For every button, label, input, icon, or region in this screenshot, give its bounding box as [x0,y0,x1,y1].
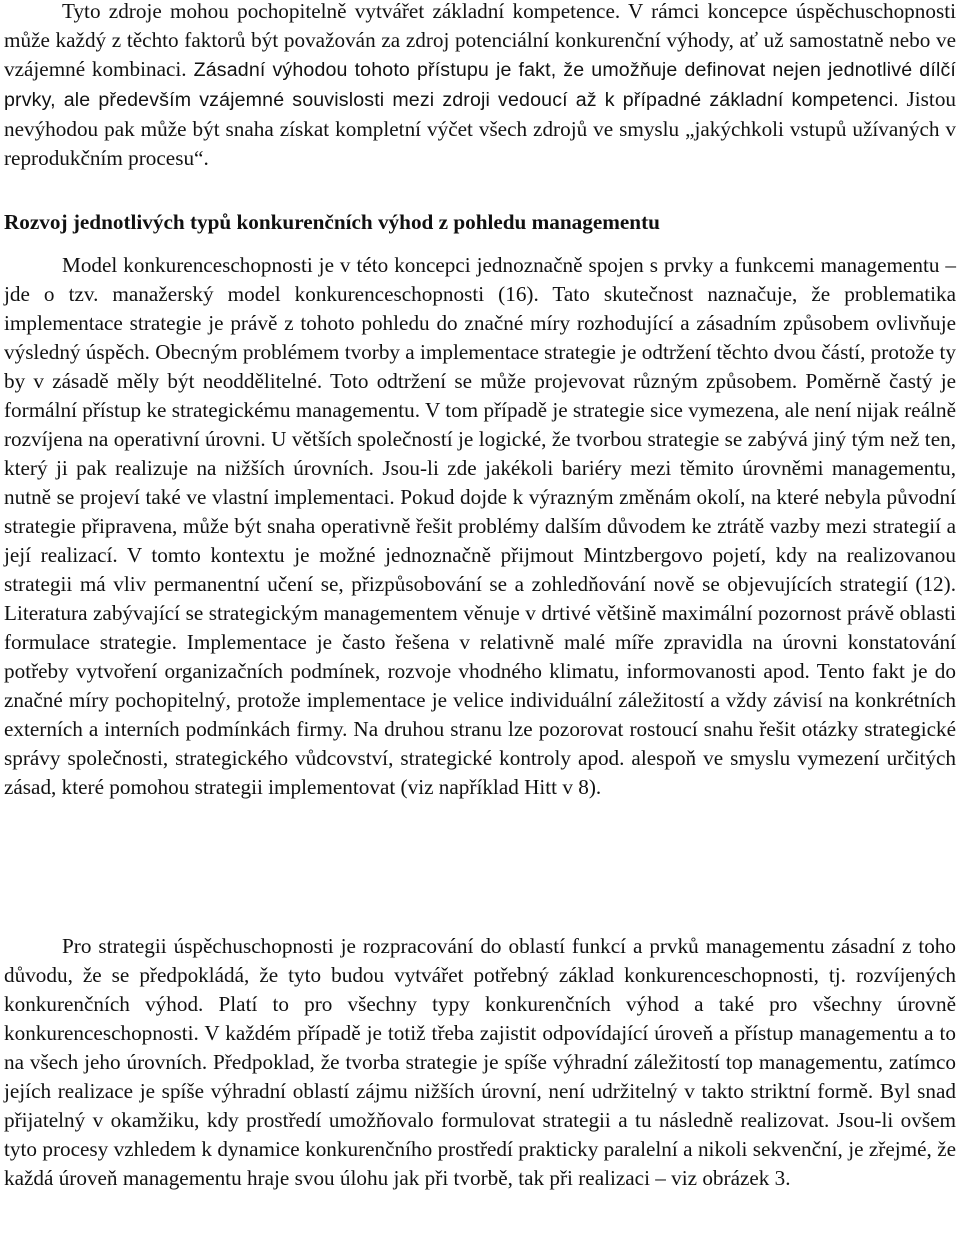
paragraph-2: Pro strategii úspěchuschopnosti je rozpracování do oblastí funkcí a prvků managementu zásadní z toho důvodu, že se předpokládá, že tyto budou vytvářet potřebný základ konkurenceschopnosti, tj. rozvíjených konkurenčních výhod. Platí to pro všechny typy konkurenčních výhod a také pro všechny úrovně konkurenceschopnosti. V každém případě je totiž třeba zajistit odpovídající úroveň a přístup managementu a to na všech jeho úrovních. Předpoklad, že tvorba strategie je spíše výhradní záležitostí top managementu, zatímco jejích realizace je spíše výhradní oblastí zájmu nižších úrovní, není udržitelný v takto striktní formě. Byl snad přijatelný v okamžiku, kdy prostředí umožňovalo formulovat strategii a tu následně realizovat. Jsou-li ovšem tyto procesy vzhledem k dynamice konkurenčního prostředí prakticky paralelní a nikoli sekvenční, je zřejmé, že každá úroveň managementu hraje svou úlohu jak při tvorbě, tak při realizaci – viz obrázek 3. [4,934,956,1190]
intro-part-2: Zásadní výhodou tohoto přístupu je fakt, že umožňuje definovat nejen jednotlivé dílčí prvky, ale především vzájemné souvislosti mezi zdroji vedoucí až k případné základní kompetenci. [4,59,956,111]
intro-part-1: Tyto zdroje mohou pochopitelně vytvářet základní kompetence. V rámci koncepce úspěchuschopnosti může každý z těchto faktorů být považován za zdroj potenciální konkurenční výhody, ať už samostatně nebo ve vzájemné kombinaci. [4,0,956,81]
intro-paragraph-text [4,0,956,173]
intro-paragraph [4,0,956,173]
intro-part-3: Jistou nevýhodou pak může být snaha získat kompletní výčet všech zdrojů ve smyslu „jakýchkoli vstupů užívaných v reprodukčním procesu“. [4,87,957,170]
paragraph-1-block [4,251,956,802]
section-heading: Rozvoj jednotlivých typů konkurenčních výhod z pohledu managementu [4,210,660,234]
paragraph-1: Model konkurenceschopnosti je v této koncepci jednoznačně spojen s prvky a funkcemi managementu – jde o tzv. manažerský model konkurenceschopnosti (16). Tato skutečnost naznačuje, že problematika implementace strategie je právě z tohoto pohledu do značné míry rozhodující a zásadním způsobem ovlivňuje výsledný úspěch. Obecným problémem tvorby a implementace strategie je odtržení těchto dvou částí, protože ty by v zásadě měly být neoddělitelné. Toto odtržení se může projevovat různým způsobem. Poměrně častý je formální přístup ke strategickému managementu. V tom případě je strategie sice vymezena, ale není nijak reálně rozvíjena na operativní úrovni. U větších společností je logické, že tvorbou strategie se zabývá jiný tým než ten, který ji pak realizuje na nižších úrovních. Jsou-li zde jakékoli bariéry mezi těmito úrovněmi managementu, nutně se projeví také ve vlastní implementaci. Pokud dojde k výrazným změnám okolí, na které nebyla původní strategie připravena, může být snaha operativně řešit problémy dalším důvodem ke ztrátě vazby mezi strategií a její realizací. V tomto kontextu je možné jednoznačně přijmout Mintzbergovo pojetí, kdy na realizovanou strategii má vliv permanentní učení se, přizpůsobování se a zohledňování nově se objevujících strategií (12). Literatura zabývající se strategickým managementem věnuje v drtivé většině maximální pozornost právě oblasti formulace strategie. Implementace je často řešena v relativně malé míře zpravidla na úrovni konstatování potřeby vytvoření organizačních podmínek, rozvoje vhodného klimatu, informovanosti apod. Tento fakt je do značné míry pochopitelný, protože implementace je velice individuální záležitostí a vždy závisí na konkrétních externích a interních podmínkách firmy. Na druhou stranu lze pozorovat rostoucí snahu řešit otázky strategické správy společnosti, strategického vůdcovství, strategické kontroly apod. alespoň ve smyslu vymezení určitých zásad, které pomohou strategii implementovat (viz například Hitt v 8). [4,253,956,799]
paragraph-2-block [4,932,956,1193]
section-heading-block [4,208,956,237]
